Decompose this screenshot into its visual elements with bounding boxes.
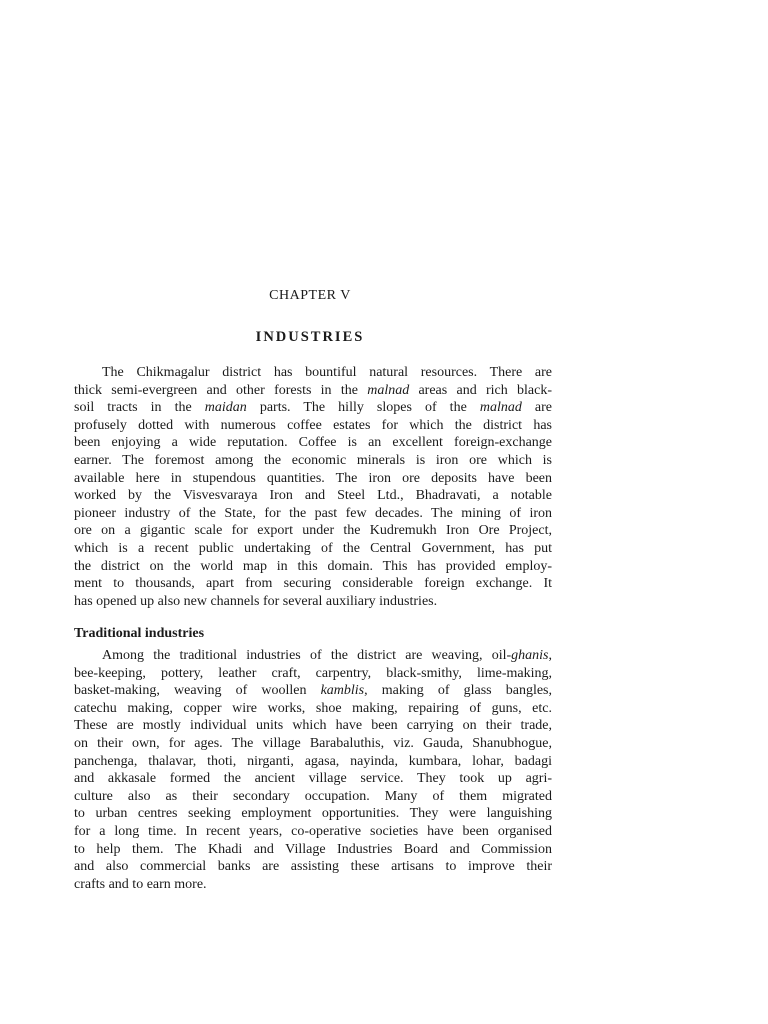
text-line: the district on the world map in this domain. This has provided employ- bbox=[74, 558, 552, 574]
text-line: ment to thousands, apart from securing considerable foreign exchange. It bbox=[74, 576, 552, 592]
text-line: profusely dotted with numerous coffee estates for which the district has bbox=[74, 417, 552, 433]
italic-term: malnad bbox=[367, 382, 410, 398]
text-line: for a long time. In recent years, co-operative societies have been organised bbox=[74, 823, 552, 839]
chapter-label: CHAPTER V bbox=[269, 288, 351, 303]
text-line: catechu making, copper wire works, shoe making, repairing of guns, etc. bbox=[74, 700, 552, 716]
text-line: basket-making, weaving of woollen kamblis, making of glass bangles, bbox=[74, 683, 552, 699]
text-line: bee-keeping, pottery, leather craft, carpentry, black-smithy, lime-making, bbox=[74, 665, 552, 681]
text-line: ore on a gigantic scale for export under the Kudremukh Iron Ore Project, bbox=[74, 523, 552, 539]
text-line: The Chikmagalur district has bountiful natural resources. There are bbox=[102, 365, 552, 380]
italic-term: ghanis bbox=[511, 648, 549, 663]
italic-term: malnad bbox=[479, 400, 522, 416]
text-line: soil tracts in the maidan parts. The hilly slopes of the malnad are bbox=[74, 400, 552, 416]
italic-term: maidan bbox=[204, 400, 247, 416]
text-line: and also commercial banks are assisting these artisans to improve their bbox=[74, 859, 552, 875]
text-line: to urban centres seeking employment opportunities. They were languishing bbox=[74, 806, 552, 822]
text-line: earner. The foremost among the economic minerals is iron ore which is bbox=[74, 452, 552, 468]
italic-term: kamblis bbox=[320, 683, 365, 699]
text-line: crafts and to earn more. bbox=[74, 876, 207, 892]
text-line: worked by the Visvesvaraya Iron and Steel Ltd., Bhadravati, a notable bbox=[74, 488, 552, 504]
paragraph-traditional-industries bbox=[74, 647, 552, 893]
text-line: and akkasale formed the ancient village service. They took up agri- bbox=[74, 771, 552, 787]
text-line: culture also as their secondary occupation. Many of them migrated bbox=[74, 788, 552, 804]
chapter-title: INDUSTRIES bbox=[255, 329, 365, 345]
section-heading: Traditional industries bbox=[74, 626, 205, 641]
text-line: panchenga, thalavar, thoti, nirganti, agasa, nayinda, kumbara, lohar, badagi bbox=[74, 753, 552, 769]
text-line: available here in stupendous quantities. The iron ore deposits have been bbox=[74, 470, 552, 486]
text-line: pioneer industry of the State, for the past few decades. The mining of iron bbox=[74, 505, 552, 521]
text-line: to help them. The Khadi and Village Industries Board and Commission bbox=[74, 841, 552, 857]
text-line: on their own, for ages. The village Barabaluthis, viz. Gauda, Shanubhogue, bbox=[74, 735, 552, 751]
text-line: These are mostly individual units which have been carrying on their trade, bbox=[74, 718, 552, 734]
text-line: has opened up also new channels for several auxiliary industries. bbox=[74, 593, 438, 609]
text-line: been enjoying a wide reputation. Coffee is an excellent foreign-exchange bbox=[74, 435, 552, 451]
paragraph-intro bbox=[74, 364, 552, 610]
text-line: Among the traditional industries of the district are weaving, oil-ghanis, bbox=[102, 648, 552, 663]
text-line: which is a recent public undertaking of the Central Government, has put bbox=[74, 540, 552, 556]
text-line: thick semi-evergreen and other forests in the malnad areas and rich black- bbox=[74, 382, 552, 398]
